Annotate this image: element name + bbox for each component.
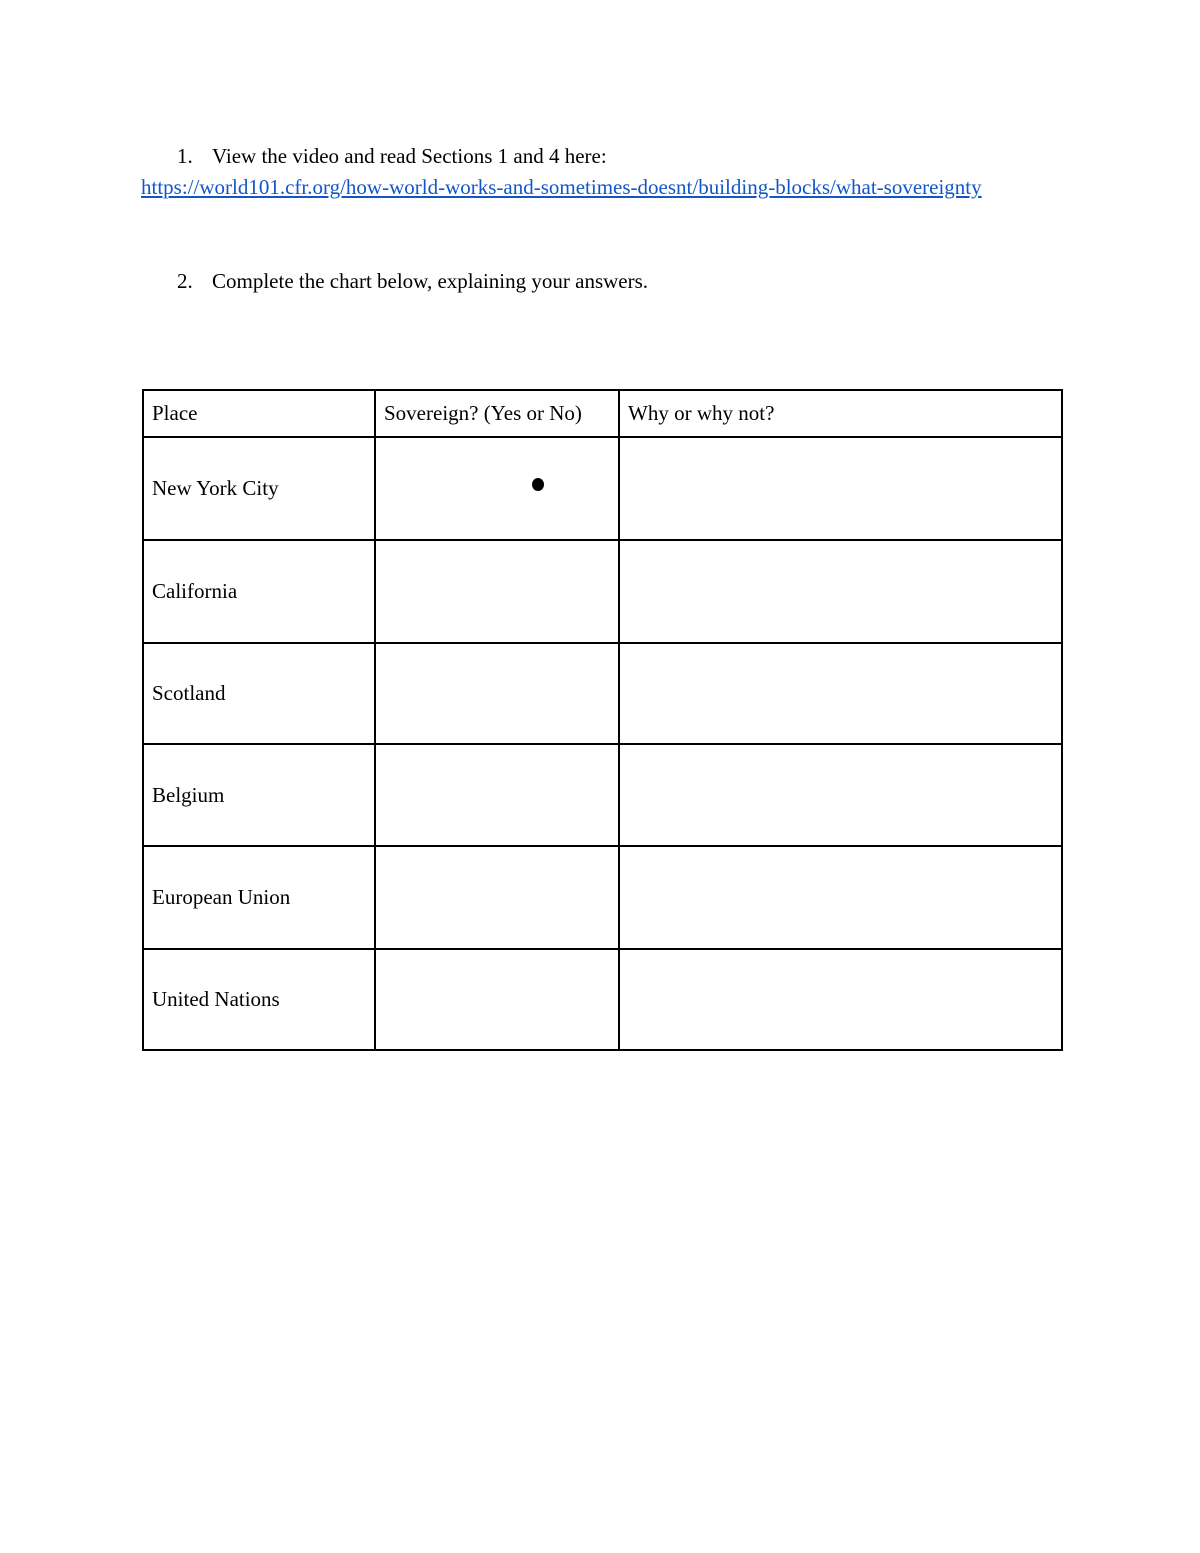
header-sovereign: Sovereign? (Yes or No) xyxy=(375,390,619,437)
why-answer-cell[interactable] xyxy=(619,949,1062,1050)
instruction-2-text: Complete the chart below, explaining your answers. xyxy=(212,269,649,293)
table-row xyxy=(143,949,1062,1050)
place-cell: California xyxy=(143,540,375,643)
sovereign-answer-cell[interactable] xyxy=(375,643,619,744)
place-cell: Scotland xyxy=(143,643,375,744)
why-answer-cell[interactable] xyxy=(619,540,1062,643)
why-answer-cell[interactable] xyxy=(619,846,1062,949)
sovereign-answer-cell[interactable] xyxy=(375,949,619,1050)
sovereign-answer-cell[interactable] xyxy=(375,846,619,949)
sovereign-answer-cell[interactable] xyxy=(375,744,619,846)
table-row xyxy=(143,437,1062,540)
table-row xyxy=(143,744,1062,846)
instruction-1-text: View the video and read Sections 1 and 4 here: xyxy=(212,144,607,168)
table-row xyxy=(143,846,1062,949)
header-place: Place xyxy=(143,390,375,437)
table-row xyxy=(143,643,1062,744)
sovereignty-chart xyxy=(142,389,1063,1051)
place-cell: United Nations xyxy=(143,949,375,1050)
why-answer-cell[interactable] xyxy=(619,643,1062,744)
why-answer-cell[interactable] xyxy=(619,744,1062,846)
bullet-dot-icon xyxy=(532,478,544,491)
instruction-2-number: 2. xyxy=(177,269,193,293)
table-header-row xyxy=(143,390,1062,437)
table-row xyxy=(143,540,1062,643)
sovereign-answer-cell[interactable] xyxy=(375,540,619,643)
header-why: Why or why not? xyxy=(619,390,1062,437)
why-answer-cell[interactable] xyxy=(619,437,1062,540)
instruction-1-number: 1. xyxy=(177,144,193,168)
place-cell: New York City xyxy=(143,437,375,540)
place-cell: Belgium xyxy=(143,744,375,846)
place-cell: European Union xyxy=(143,846,375,949)
reference-link[interactable]: https://world101.cfr.org/how-world-works-and-sometimes-doesnt/building-blocks/what-sovereignty xyxy=(141,175,982,199)
sovereign-answer-cell[interactable] xyxy=(375,437,619,540)
